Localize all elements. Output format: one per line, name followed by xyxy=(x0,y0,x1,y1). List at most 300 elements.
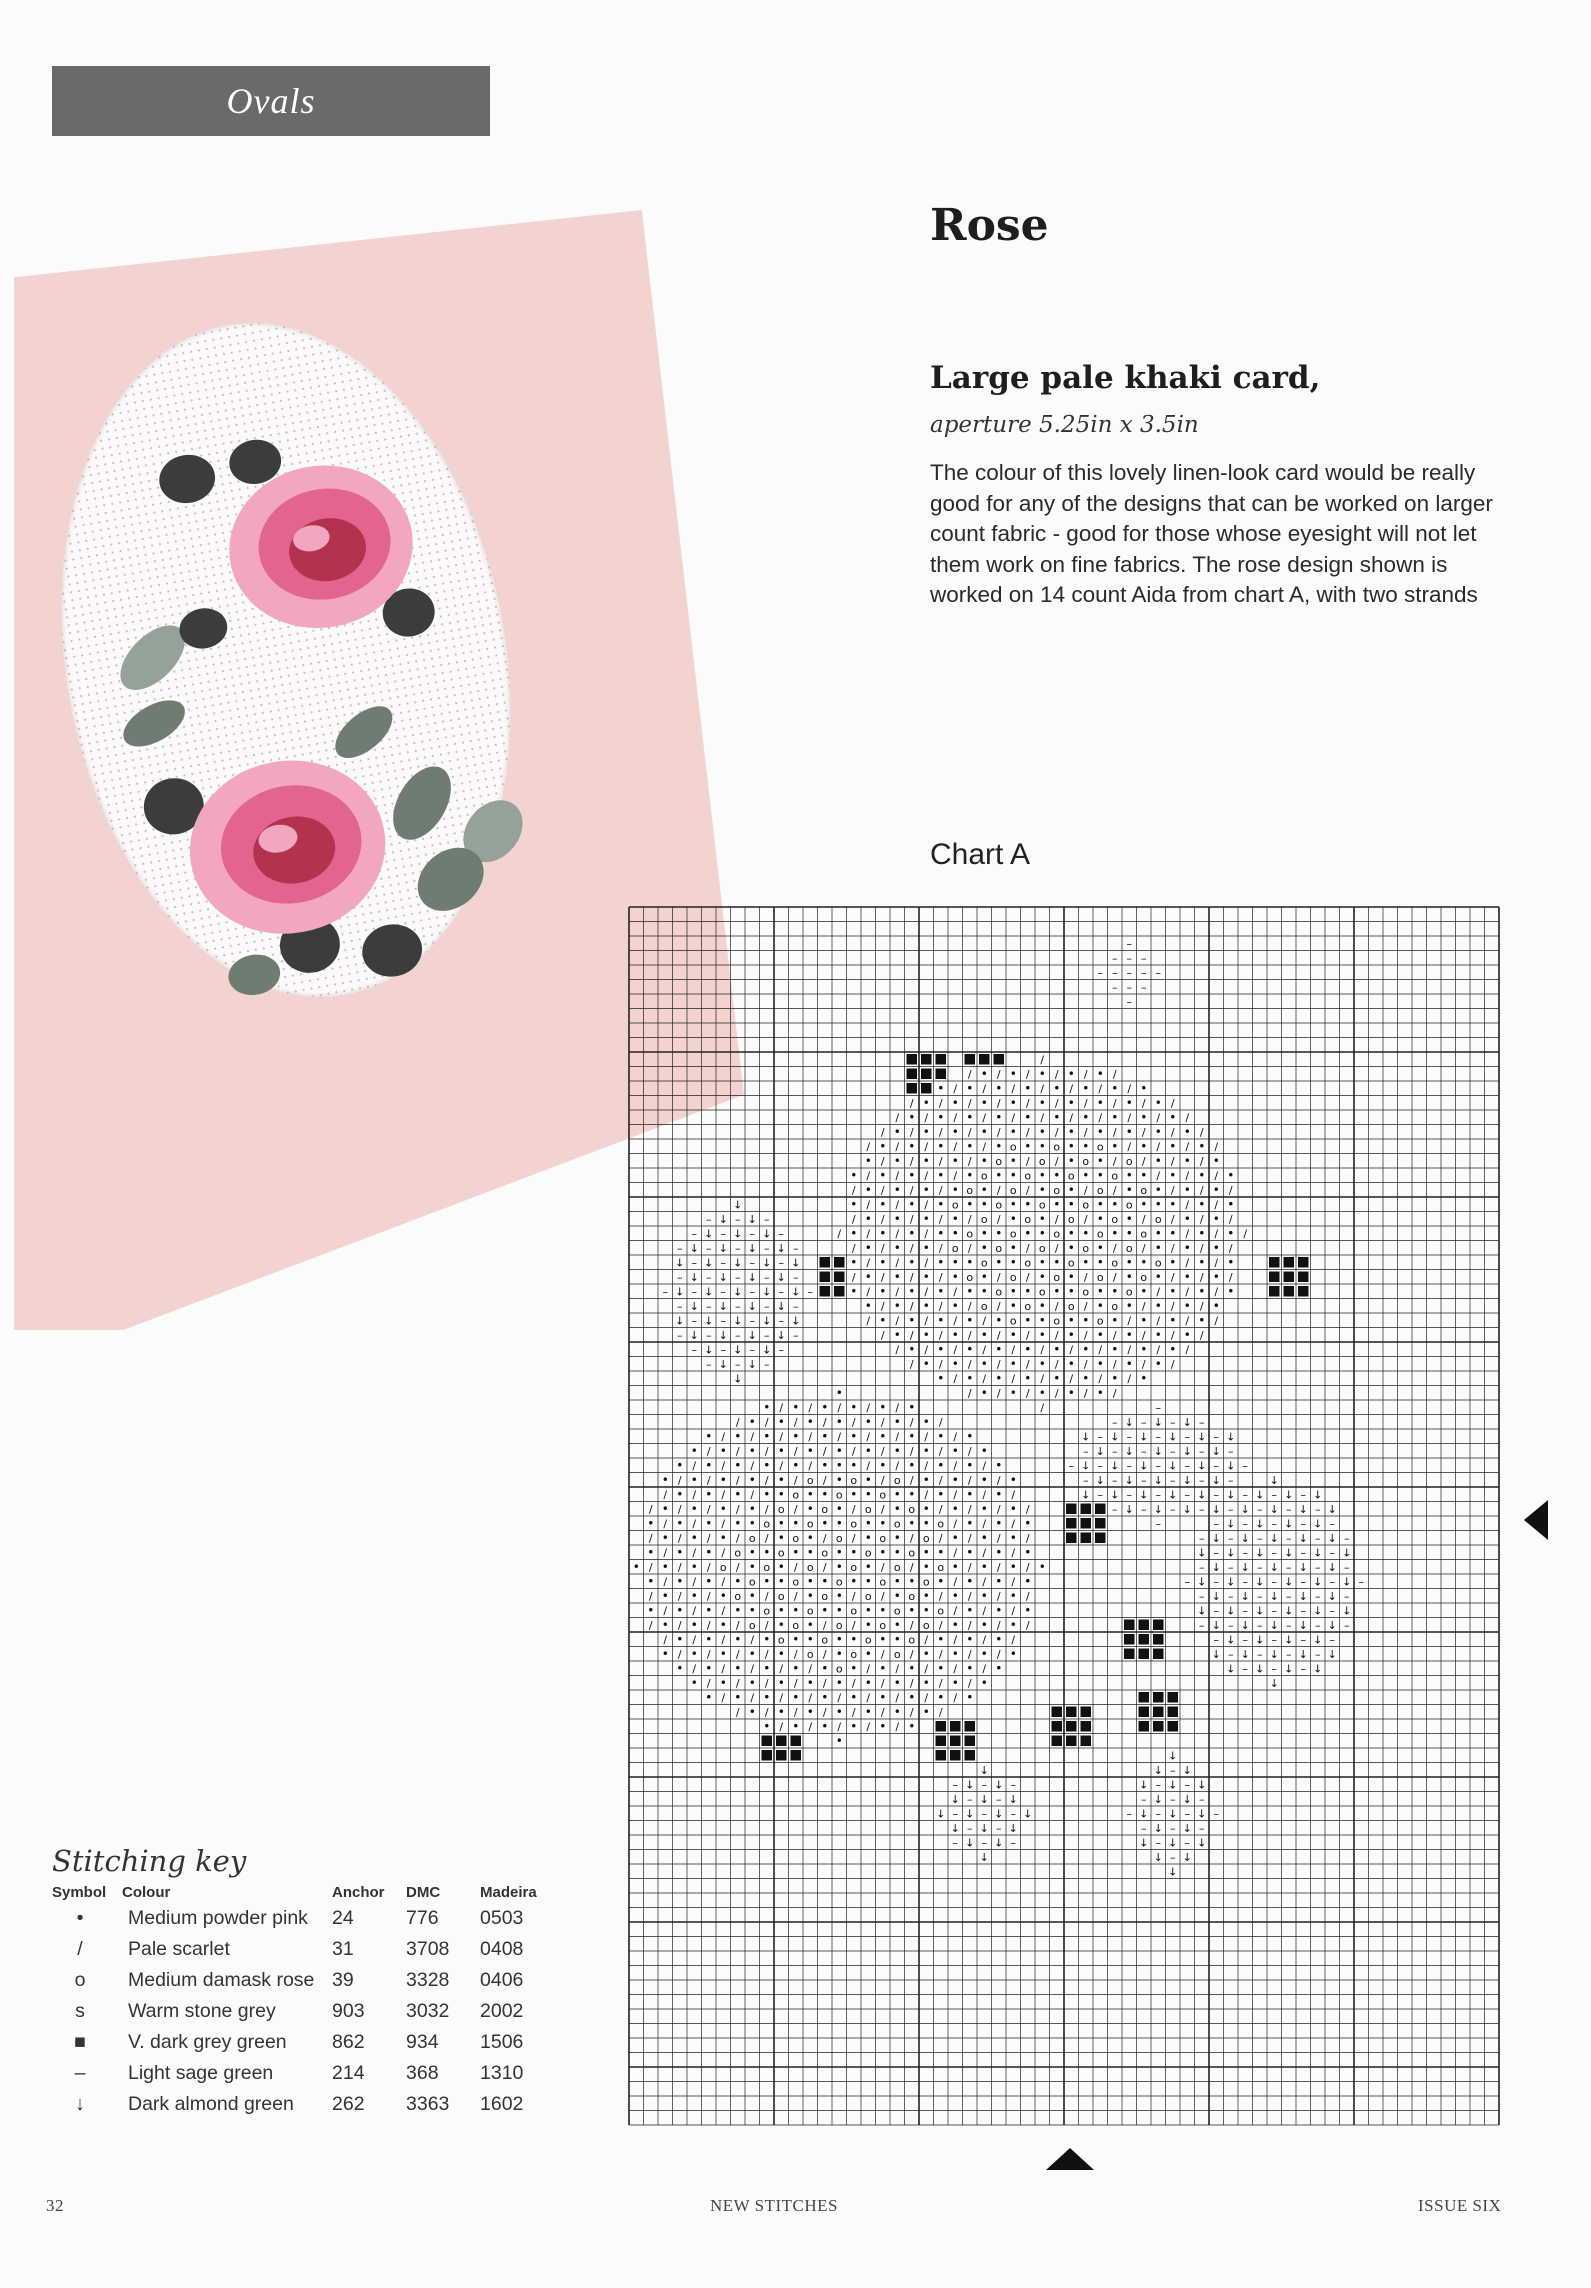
chart-stitch xyxy=(762,1750,773,1761)
chart-stitch: / xyxy=(735,1676,740,1690)
chart-stitch: / xyxy=(677,1589,682,1603)
chart-stitch: ↓ xyxy=(1153,1821,1163,1835)
chart-stitch: • xyxy=(966,1458,974,1473)
chart-stitch: / xyxy=(648,1502,653,1516)
chart-stitch: • xyxy=(1067,1385,1075,1400)
chart-stitch: – xyxy=(1141,1821,1147,1835)
chart-stitch: / xyxy=(895,1720,900,1734)
chart-stitch: • xyxy=(690,1501,698,1516)
chart-stitch: • xyxy=(1038,1095,1046,1110)
chart-stitch: – xyxy=(1315,1647,1321,1661)
chart-stitch: • xyxy=(922,1646,930,1661)
chart-stitch: • xyxy=(1024,1139,1032,1154)
chart-stitch: • xyxy=(937,1197,945,1212)
chart-stitch: • xyxy=(1038,1356,1046,1371)
chart-stitch: • xyxy=(821,1400,829,1415)
key-colour: Warm stone grey xyxy=(128,2000,276,2022)
chart-stitch: / xyxy=(880,1444,885,1458)
chart-stitch: – xyxy=(1141,951,1147,965)
chart-stitch xyxy=(1168,1707,1179,1718)
chart-stitch: – xyxy=(720,1285,726,1299)
chart-stitch: / xyxy=(953,1430,958,1444)
chart-stitch: ↓ xyxy=(1153,1473,1163,1487)
chart-stitch: / xyxy=(1141,1328,1146,1342)
chart-stitch: – xyxy=(1170,1473,1176,1487)
chart-stitch: / xyxy=(982,1488,987,1502)
chart-stitch: / xyxy=(1228,1183,1233,1197)
key-anchor: 214 xyxy=(332,2062,365,2084)
chart-stitch: • xyxy=(1053,1255,1061,1270)
chart-stitch: o xyxy=(1096,1314,1104,1328)
chart-stitch: / xyxy=(1156,1169,1161,1183)
chart-stitch: / xyxy=(851,1589,856,1603)
chart-stitch: • xyxy=(893,1704,901,1719)
key-anchor: 903 xyxy=(332,2000,365,2022)
chart-stitch: / xyxy=(938,1647,943,1661)
leaf xyxy=(326,696,401,767)
chart-stitch: o xyxy=(1096,1227,1104,1241)
chart-stitch: / xyxy=(967,1357,972,1371)
chart-stitch: • xyxy=(980,1197,988,1212)
chart-stitch: • xyxy=(690,1617,698,1632)
chart-stitch: • xyxy=(995,1226,1003,1241)
chart-stitch: • xyxy=(922,1414,930,1429)
chart-stitch: • xyxy=(777,1675,785,1690)
chart-stitch: • xyxy=(951,1124,959,1139)
chart-stitch: • xyxy=(937,1487,945,1502)
chart-stitch: – xyxy=(1199,1444,1205,1458)
chart-stitch: / xyxy=(996,1270,1001,1284)
chart-stitch: o xyxy=(821,1633,829,1647)
chart-stitch: • xyxy=(951,1530,959,1545)
chart-stitch: ↓ xyxy=(1240,1589,1250,1603)
chart-stitch: / xyxy=(706,1473,711,1487)
chart-stitch: • xyxy=(835,1443,843,1458)
chart-stitch: o xyxy=(792,1618,800,1632)
chart-stitch: • xyxy=(748,1545,756,1560)
chart-stitch: o xyxy=(1125,1285,1133,1299)
chart-stitch: – xyxy=(1184,1488,1190,1502)
chart-stitch: – xyxy=(735,1328,741,1342)
chart-stitch: / xyxy=(692,1546,697,1560)
chart-stitch: • xyxy=(777,1530,785,1545)
chart-stitch xyxy=(1095,1504,1106,1515)
chart-stitch: / xyxy=(909,1647,914,1661)
chart-stitch: ↓ xyxy=(1269,1676,1279,1690)
chart-stitch: • xyxy=(1154,1356,1162,1371)
chart-stitch: / xyxy=(1025,1067,1030,1081)
chart-stitch: – xyxy=(1199,1560,1205,1574)
chart-stitch: / xyxy=(1170,1328,1175,1342)
chart-stitch: / xyxy=(1025,1328,1030,1342)
chart-stitch: o xyxy=(1024,1256,1032,1270)
chart-stitch: – xyxy=(1213,1488,1219,1502)
chart-stitch: ↓ xyxy=(1255,1604,1265,1618)
chart-stitch: / xyxy=(938,1357,943,1371)
chart-stitch: – xyxy=(691,1314,697,1328)
chart-stitch: o xyxy=(1053,1314,1061,1328)
chart-stitch: • xyxy=(705,1574,713,1589)
chart-stitch: • xyxy=(777,1704,785,1719)
chart-stitch: ↓ xyxy=(1255,1517,1265,1531)
chart-stitch: – xyxy=(1242,1546,1248,1560)
chart-stitch: o xyxy=(1024,1169,1032,1183)
chart-stitch: • xyxy=(792,1690,800,1705)
chart-stitch: o xyxy=(1053,1140,1061,1154)
chart-stitch: • xyxy=(864,1530,872,1545)
chart-stitch: / xyxy=(721,1691,726,1705)
chart-stitch: – xyxy=(952,1836,958,1850)
chart-stitch: • xyxy=(705,1516,713,1531)
chart-stitch: • xyxy=(908,1255,916,1270)
chart-stitch: / xyxy=(837,1401,842,1415)
chart-stitch xyxy=(1153,1620,1164,1631)
chart-stitch: • xyxy=(1125,1226,1133,1241)
chart-stitch: / xyxy=(909,1183,914,1197)
chart-stitch: ↓ xyxy=(1153,1850,1163,1864)
chart-stitch: • xyxy=(748,1443,756,1458)
chart-stitch: o xyxy=(835,1618,843,1632)
chart-stitch: • xyxy=(922,1182,930,1197)
chart-stitch: / xyxy=(1069,1372,1074,1386)
chart-stitch: • xyxy=(1198,1139,1206,1154)
chart-stitch: – xyxy=(1286,1647,1292,1661)
chart-stitch: • xyxy=(879,1632,887,1647)
chart-stitch: • xyxy=(1067,1124,1075,1139)
chart-stitch: ↓ xyxy=(1298,1560,1308,1574)
chart-stitch: / xyxy=(924,1488,929,1502)
chart-stitch: / xyxy=(735,1531,740,1545)
chart-stitch: / xyxy=(677,1473,682,1487)
chart-stitch: o xyxy=(951,1241,959,1255)
chart-stitch: • xyxy=(995,1661,1003,1676)
chart-stitch: • xyxy=(647,1603,655,1618)
chart-stitch: – xyxy=(662,1285,668,1299)
chart-stitch xyxy=(1081,1736,1092,1747)
chart-stitch: / xyxy=(779,1691,784,1705)
chart-stitch: • xyxy=(893,1530,901,1545)
chart-stitch: • xyxy=(922,1095,930,1110)
chart-stitch: / xyxy=(1098,1082,1103,1096)
chart-stitch: • xyxy=(1082,1371,1090,1386)
chart-stitch: • xyxy=(1024,1197,1032,1212)
chart-stitch: • xyxy=(1096,1385,1104,1400)
chart-stitch: / xyxy=(1011,1372,1016,1386)
chart-stitch: / xyxy=(967,1589,972,1603)
chart-stitch: ↓ xyxy=(1197,1430,1207,1444)
chart-stitch: • xyxy=(1169,1342,1177,1357)
chart-stitch: • xyxy=(1024,1574,1032,1589)
chart-stitch: • xyxy=(1038,1298,1046,1313)
chart-stitch: / xyxy=(1054,1125,1059,1139)
chart-stitch: / xyxy=(1098,1343,1103,1357)
chart-stitch: • xyxy=(922,1545,930,1560)
chart-stitch: • xyxy=(1154,1095,1162,1110)
chart-stitch: • xyxy=(893,1269,901,1284)
chart-stitch: / xyxy=(938,1328,943,1342)
chart-stitch: ↓ xyxy=(1226,1633,1236,1647)
chart-stitch: / xyxy=(996,1299,1001,1313)
chart-stitch: – xyxy=(1213,1575,1219,1589)
chart-stitch: o xyxy=(879,1575,887,1589)
chart-stitch: • xyxy=(937,1284,945,1299)
chart-stitch: • xyxy=(937,1139,945,1154)
chart-stitch: • xyxy=(1140,1342,1148,1357)
chart-stitch: • xyxy=(850,1690,858,1705)
chart-stitch: – xyxy=(1271,1488,1277,1502)
chart-stitch xyxy=(1124,1634,1135,1645)
chart-stitch: • xyxy=(1183,1240,1191,1255)
chart-stitch: o xyxy=(1082,1241,1090,1255)
chart-stitch: • xyxy=(1227,1284,1235,1299)
chart-stitch: o xyxy=(792,1488,800,1502)
chart-stitch: – xyxy=(793,1270,799,1284)
chart-stitch: / xyxy=(764,1415,769,1429)
chart-stitch: / xyxy=(938,1299,943,1313)
chart-stitch: / xyxy=(721,1459,726,1473)
chart-stitch: / xyxy=(706,1647,711,1661)
chart-stitch: / xyxy=(1025,1183,1030,1197)
chart-stitch: • xyxy=(835,1414,843,1429)
chart-stitch: • xyxy=(951,1617,959,1632)
chart-stitch: ↓ xyxy=(1139,1459,1149,1473)
chart-stitch: ↓ xyxy=(1197,1836,1207,1850)
chart-stitch: / xyxy=(967,1560,972,1574)
chart-stitch: • xyxy=(792,1458,800,1473)
chart-stitch: ↓ xyxy=(936,1807,946,1821)
chart-stitch: • xyxy=(821,1661,829,1676)
chart-stitch: • xyxy=(951,1269,959,1284)
chart-stitch: • xyxy=(1024,1110,1032,1125)
chart-stitch: • xyxy=(908,1313,916,1328)
chart-stitch: • xyxy=(1024,1226,1032,1241)
chart-stitch: – xyxy=(1315,1589,1321,1603)
chart-stitch: • xyxy=(1038,1182,1046,1197)
chart-stitch: / xyxy=(924,1691,929,1705)
key-row xyxy=(46,1903,548,1934)
key-dmc: 3328 xyxy=(406,1969,450,1991)
chart-stitch: • xyxy=(792,1632,800,1647)
chart-stitch: / xyxy=(938,1415,943,1429)
chart-stitch: • xyxy=(806,1675,814,1690)
chart-stitch: • xyxy=(661,1646,669,1661)
chart-stitch: ↓ xyxy=(762,1314,772,1328)
chart-stitch: ↓ xyxy=(1110,1488,1120,1502)
chart-stitch: / xyxy=(909,1444,914,1458)
chart-stitch: • xyxy=(1024,1371,1032,1386)
chart-stitch: – xyxy=(1184,1778,1190,1792)
chart-stitch: o xyxy=(821,1589,829,1603)
chart-stitch: • xyxy=(864,1414,872,1429)
chart-stitch: • xyxy=(719,1646,727,1661)
chart-stitch: • xyxy=(1198,1197,1206,1212)
chart-stitch: / xyxy=(706,1444,711,1458)
chart-stitch: / xyxy=(1214,1256,1219,1270)
chart-stitch: ↓ xyxy=(1226,1517,1236,1531)
chart-stitch: • xyxy=(893,1588,901,1603)
chart-stitch: ↓ xyxy=(733,1372,743,1386)
chart-stitch: o xyxy=(1096,1140,1104,1154)
chart-stitch xyxy=(1269,1257,1280,1268)
chart-stitch: • xyxy=(879,1139,887,1154)
chart-stitch: – xyxy=(1300,1662,1306,1676)
chart-stitch: • xyxy=(995,1168,1003,1183)
chart-stitch: • xyxy=(1169,1255,1177,1270)
chart-stitch: / xyxy=(692,1517,697,1531)
chart-stitch: / xyxy=(982,1111,987,1125)
chart-stitch: / xyxy=(1170,1212,1175,1226)
chart-stitch: – xyxy=(691,1343,697,1357)
chart-stitch xyxy=(1081,1518,1092,1529)
chart-stitch: • xyxy=(1067,1327,1075,1342)
chart-stitch: – xyxy=(749,1314,755,1328)
leaf xyxy=(225,951,283,999)
chart-stitch: / xyxy=(982,1633,987,1647)
chart-stitch: – xyxy=(1344,1531,1350,1545)
chart-stitch: / xyxy=(1199,1328,1204,1342)
chart-stitch: / xyxy=(953,1488,958,1502)
chart-stitch xyxy=(1081,1721,1092,1732)
chart-stitch: / xyxy=(1228,1270,1233,1284)
chart-stitch: • xyxy=(1082,1226,1090,1241)
chart-stitch: o xyxy=(1053,1270,1061,1284)
chart-stitch: / xyxy=(1185,1285,1190,1299)
chart-stitch: • xyxy=(850,1284,858,1299)
chart-stitch xyxy=(994,1054,1005,1065)
chart-stitch: / xyxy=(721,1662,726,1676)
chart-stitch: / xyxy=(866,1314,871,1328)
chart-stitch: • xyxy=(1038,1313,1046,1328)
chart-stitch: / xyxy=(938,1473,943,1487)
chart-stitch: / xyxy=(779,1401,784,1415)
chart-stitch: • xyxy=(893,1182,901,1197)
chart-stitch: ↓ xyxy=(1269,1647,1279,1661)
chart-stitch: ↓ xyxy=(1197,1807,1207,1821)
chart-stitch: – xyxy=(1141,980,1147,994)
chart-stitch: • xyxy=(980,1356,988,1371)
chart-stitch: • xyxy=(951,1472,959,1487)
chart-stitch: • xyxy=(1067,1066,1075,1081)
chart-stitch: ↓ xyxy=(733,1314,743,1328)
chart-stitch: o xyxy=(1038,1241,1046,1255)
chart-stitch: • xyxy=(850,1197,858,1212)
chart-stitch: / xyxy=(1083,1096,1088,1110)
chart-stitch: / xyxy=(1011,1633,1016,1647)
chart-stitch: – xyxy=(1300,1633,1306,1647)
chart-stitch: • xyxy=(705,1487,713,1502)
chart-stitch: • xyxy=(864,1516,872,1531)
chart-stitch: • xyxy=(705,1603,713,1618)
chart-stitch: – xyxy=(1184,1459,1190,1473)
chart-stitch: – xyxy=(1315,1618,1321,1632)
chart-stitch: / xyxy=(996,1560,1001,1574)
chart-stitch: o xyxy=(1111,1256,1119,1270)
chart-stitch: / xyxy=(851,1415,856,1429)
chart-stitch: / xyxy=(996,1531,1001,1545)
chart-stitch: • xyxy=(966,1168,974,1183)
chart-stitch: / xyxy=(909,1473,914,1487)
chart-stitch: • xyxy=(1183,1182,1191,1197)
chart-stitch: • xyxy=(777,1646,785,1661)
chart-stitch: ↓ xyxy=(1284,1575,1294,1589)
chart-stitch: • xyxy=(966,1255,974,1270)
chart-stitch: o xyxy=(966,1227,974,1241)
chart-stitch: – xyxy=(1199,1618,1205,1632)
chart-stitch: ↓ xyxy=(675,1256,685,1270)
chart-stitch: • xyxy=(864,1574,872,1589)
chart-stitch: • xyxy=(1169,1284,1177,1299)
chart-stitch: • xyxy=(937,1342,945,1357)
chart-stitch: / xyxy=(909,1270,914,1284)
chart-stitch: / xyxy=(1214,1140,1219,1154)
chart-stitch: ↓ xyxy=(965,1778,975,1792)
key-madeira: 0408 xyxy=(480,1938,524,1960)
chart-stitch: ↓ xyxy=(1182,1415,1192,1429)
chart-stitch: • xyxy=(690,1559,698,1574)
chart-stitch: o xyxy=(1082,1154,1090,1168)
chart-stitch: / xyxy=(1112,1270,1117,1284)
chart-stitch: • xyxy=(980,1269,988,1284)
key-anchor: 862 xyxy=(332,2031,365,2053)
chart-stitch: / xyxy=(1083,1299,1088,1313)
chart-stitch: o xyxy=(1140,1227,1148,1241)
chart-stitch: ↓ xyxy=(704,1314,714,1328)
chart-stitch: ↓ xyxy=(1327,1531,1337,1545)
chart-stitch: • xyxy=(879,1690,887,1705)
chart-stitch: / xyxy=(996,1328,1001,1342)
chart-stitch xyxy=(907,1083,918,1094)
chart-stitch: ↓ xyxy=(733,1256,743,1270)
chart-stitch: o xyxy=(1053,1183,1061,1197)
chart-stitch: ↓ xyxy=(718,1241,728,1255)
chart-stitch: / xyxy=(1054,1067,1059,1081)
chart-stitch: / xyxy=(692,1575,697,1589)
chart-stitch: ↓ xyxy=(1168,1459,1178,1473)
chart-stitch: / xyxy=(706,1502,711,1516)
chart-stitch: – xyxy=(807,1285,813,1299)
chart-stitch: ↓ xyxy=(1182,1473,1192,1487)
chart-stitch: • xyxy=(980,1617,988,1632)
cross-stitch-chart xyxy=(628,906,1504,2141)
chart-stitch: / xyxy=(1141,1357,1146,1371)
chart-stitch: • xyxy=(995,1255,1003,1270)
chart-stitch: o xyxy=(1067,1299,1075,1313)
chart-stitch xyxy=(1139,1620,1150,1631)
key-row xyxy=(46,1934,548,1965)
chart-stitch: / xyxy=(851,1270,856,1284)
chart-stitch: • xyxy=(734,1487,742,1502)
key-header-anchor: Anchor xyxy=(332,1884,385,1901)
chart-stitch: / xyxy=(953,1082,958,1096)
chart-stitch: • xyxy=(966,1110,974,1125)
issue-label: ISSUE SIX xyxy=(1418,2196,1502,2215)
chart-stitch: ↓ xyxy=(1153,1502,1163,1516)
chart-stitch: • xyxy=(835,1704,843,1719)
chart-stitch: • xyxy=(1009,1168,1017,1183)
chart-stitch: • xyxy=(1212,1211,1220,1226)
chart-stitch: • xyxy=(806,1574,814,1589)
key-symbol: o xyxy=(74,1969,86,1991)
chart-stitch: • xyxy=(966,1342,974,1357)
center-marker-bottom xyxy=(1046,2148,1094,2170)
chart-stitch: – xyxy=(1271,1604,1277,1618)
chart-stitch: / xyxy=(793,1560,798,1574)
chart-stitch: ↓ xyxy=(1298,1618,1308,1632)
chart-stitch: • xyxy=(1125,1095,1133,1110)
chart-stitch: / xyxy=(706,1676,711,1690)
chart-stitch: – xyxy=(720,1314,726,1328)
chart-stitch: / xyxy=(938,1241,943,1255)
